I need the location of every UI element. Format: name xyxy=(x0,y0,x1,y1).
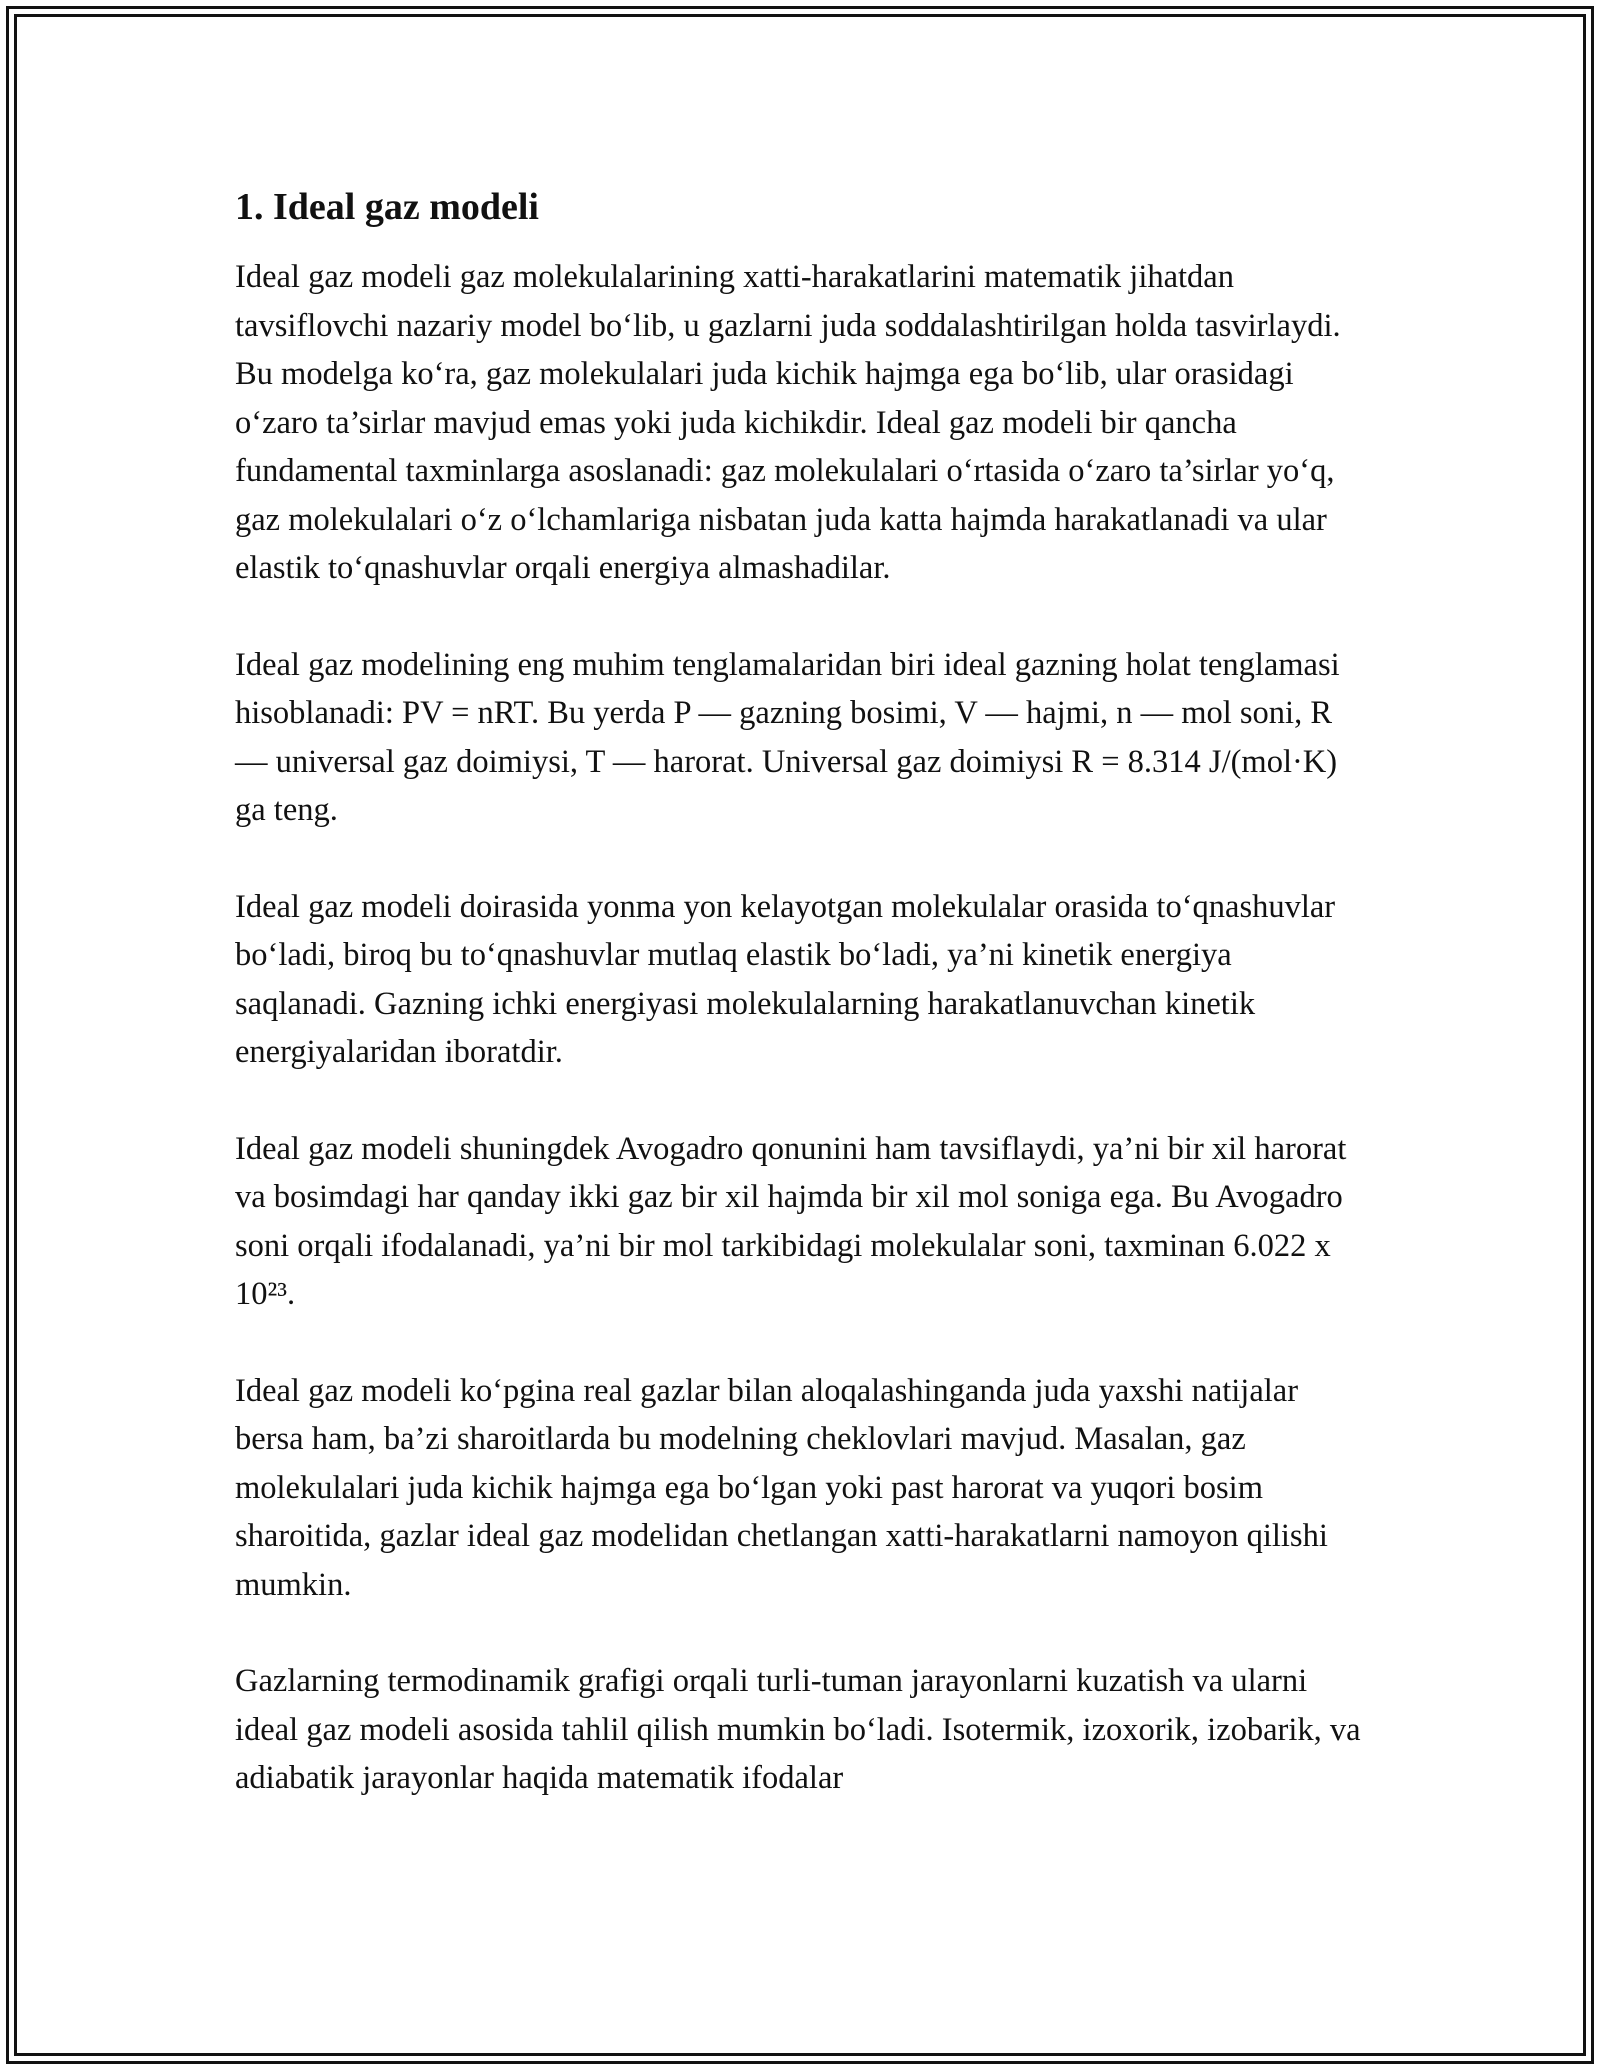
paragraph-1: Ideal gaz modeli gaz molekulalarining xatti-harakatlarini matematik jihatdan tavsiflovchi nazariy model bo‘lib, u gazlarni juda soddalashtirilgan holda tasvirlaydi. Bu modelga ko‘ra, gaz molekulalari juda kichik hajmga ega bo‘lib, ular orasidagi o‘zaro ta’sirlar mavjud emas yoki juda kichikdir. Ideal gaz modeli bir qancha fundamental taxminlarga asoslanadi: gaz molekulalari o‘rtasida o‘zaro ta’sirlar yo‘q, gaz molekulalari o‘z o‘lchamlariga nisbatan juda katta hajmda harakatlanadi va ular elastik to‘qnashuvlar orqali energiya almashadilar. xyxy=(235,259,1341,587)
paragraph-3: Ideal gaz modeli doirasida yonma yon kelayotgan molekulalar orasida to‘qnashuvlar bo‘ladi, biroq bu to‘qnashuvlar mutlaq elastik bo‘ladi, ya’ni kinetik energiya saqlanadi. Gazning ichki energiyasi molekulalarning harakatlanuvchan kinetik energiyalaridan iboratdir. xyxy=(235,888,1336,1071)
paragraph-2: Ideal gaz modelining eng muhim tenglamalaridan biri ideal gazning holat tenglamasi hisoblanadi: PV = nRT. Bu yerda P — gazning bosimi, V — hajmi, n — mol soni, R — universal gaz doimiysi, T — harorat. Universal gaz doimiysi R = 8.314 J/(mol·K) ga teng. xyxy=(235,646,1340,829)
paragraph-5: Ideal gaz modeli ko‘pgina real gazlar bilan aloqalashinganda juda yaxshi natijalar bersa ham, ba’zi sharoitlarda bu modelning cheklovlari mavjud. Masalan, gaz molekulalari juda kichik hajmga ega bo‘lgan yoki past harorat va yuqori bosim sharoitida, gazlar ideal gaz modelidan chetlangan xatti-harakatlarni namoyon qilishi mumkin. xyxy=(235,1372,1328,1603)
paragraph-6: Gazlarning termodinamik grafigi orqali turli-tuman jarayonlarni kuzatish va ularni ideal gaz modeli asosida tahlil qilish mumkin bo‘ladi. Isotermik, izoxorik, izobarik, va adiabatik jarayonlar haqida matematik ifodalar xyxy=(235,1663,1361,1797)
section-heading: 1. Ideal gaz modeli xyxy=(235,186,539,228)
paragraph-4: Ideal gaz modeli shuningdek Avogadro qonunini ham tavsiflaydi, ya’ni bir xil harorat va bosimdagi har qanday ikki gaz bir xil hajmda bir xil mol soniga ega. Bu Avogadro soni orqali ifodalanadi, ya’ni bir mol tarkibidagi molekulalar soni, taxminan 6.022 x 10²³. xyxy=(235,1130,1347,1313)
document-body xyxy=(235,183,1370,1803)
